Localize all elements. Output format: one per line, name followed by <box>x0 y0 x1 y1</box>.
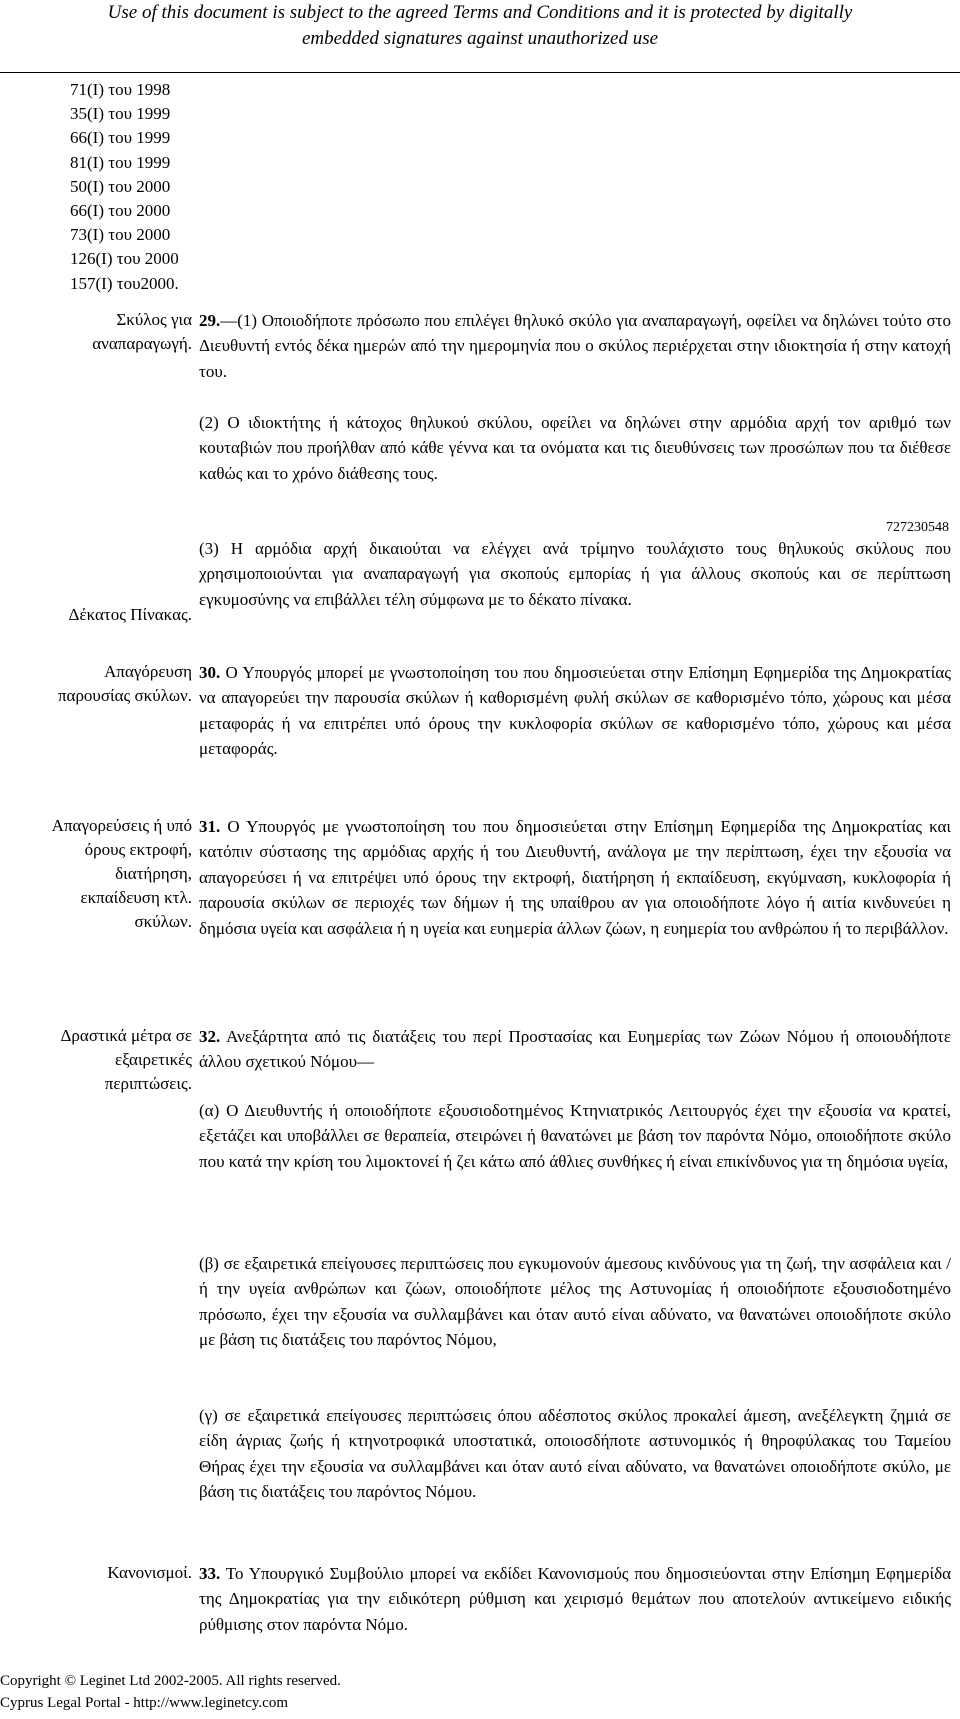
section-31 <box>199 814 951 941</box>
section-number: 29. <box>199 311 221 330</box>
section-text: (3) Η αρμόδια αρχή δικαιούται να ελέγχει ανά τρίμηνο τουλάχιστο τους θηλυκούς σκύλους που χρησιμοποιούνται για αναπαραγωγή για σκοπούς εμπορίας ή για άλλους σκοπούς και σε περίπτωση εγκυμοσύνης να επιβάλλει τέλη σύμφωνα με το δέκατο πίνακα. <box>199 539 951 609</box>
amending-law: 50(Ι) του 2000 <box>70 176 171 196</box>
amending-law: 35(Ι) του 1999 <box>70 104 171 124</box>
copyright-footer <box>0 1670 480 1714</box>
section-30 <box>199 660 951 762</box>
amending-law: 71(Ι) του 1998 <box>70 80 171 99</box>
margin-note-breeding-bans <box>0 814 192 934</box>
amending-law: 73(Ι) του 2000 <box>70 225 171 245</box>
margin-note-line: Κανονισμοί. <box>107 1563 192 1582</box>
section-number: 33. <box>199 1564 221 1583</box>
section-33 <box>199 1561 951 1637</box>
section-text: Ο Υπουργός με γνωστοποίηση του που δημοσιεύεται στην Επίσημη Εφημερίδα της Δημοκρατίας και κατόπιν σύστασης της αρμόδιας αρχής ή του Διευθυντή, ανάλογα με την περίπτωση, έχει την εξουσία να απαγορεύσει ή να επιτρέψει υπό όρους την εκτροφή, διατήρηση ή εκπαίδευση, εκγύμναση, κυκλοφορία ή παρουσία σκύλων σε περιοχές των δήμων ή της υπαίθρου αν για οποιοδήποτε λόγο ή αιτία κινδυνεύει η δημόσια υγεία και ασφάλεια ή η υγεία και ευημερία άλλων ζώων, η ευημερία του ανθρώπου ή το περιβάλλον. <box>199 817 952 938</box>
section-32-intro <box>199 1024 951 1075</box>
margin-note-presence-ban <box>0 660 192 708</box>
section-29-subsection-1 <box>199 308 951 384</box>
terms-header <box>0 0 960 72</box>
amending-law: 81(Ι) του 1999 <box>70 152 171 172</box>
section-32-paragraph-b <box>199 1251 951 1353</box>
margin-note-line: αναπαραγωγή. <box>92 334 192 353</box>
section-text: Ο Υπουργός μπορεί με γνωστοποίηση του που δημοσιεύεται στην Επίσημη Εφημερίδα της Δημοκρατίας να απαγορεύει την παρουσία σκύλων ή καθορισμένη φυλή σκύλων σε καθορισμένο τόπο, χώρους και μέσα μεταφοράς ή να επιτρέπει υπό όρους την κυκλοφορία σκύλων σε καθορισμένο τόπο, χώρους και μέσα μεταφοράς. <box>199 663 951 759</box>
margin-note-line: παρουσίας σκύλων. <box>57 686 192 705</box>
section-text: (2) Ο ιδιοκτήτης ή κάτοχος θηλυκού σκύλου, οφείλει να δηλώνει στην αρμόδια αρχή τον αριθμό των κουταβιών που προήλθαν από κάθε γέννα και τα ονόματα και τις διευθύνσεις των προσώπων που τα διέθεσε καθώς και το χρόνο διάθεσης τους. <box>199 413 951 483</box>
section-text: (α) Ο Διευθυντής ή οποιοδήποτε εξουσιοδοτημένος Κτηνιατρικός Λειτουργός έχει την εξουσία να κρατεί, εξετάζει και υποβάλλει σε θεραπεία, στειρώνει ή θανατώνει με βάση τον παρόντα Νόμο, οποιοδήποτε σκύλο που κατά την κρίση του λιμοκτονεί ή ζει κάτω από άθλιες συνθήκες ή είναι επικίνδυνος για τη δημόσια υγεία, <box>199 1101 951 1171</box>
section-text: Ανεξάρτητα από τις διατάξεις του περί Προστασίας και Ευημερίας των Ζώων Νόμου ή οποιουδήποτε άλλου σχετικού Νόμου— <box>199 1027 952 1072</box>
portal-line: Cyprus Legal Portal - http://www.leginetcy.com <box>0 1695 288 1711</box>
margin-note-tenth-schedule <box>0 603 192 627</box>
margin-note-line: Σκύλος για <box>116 310 192 329</box>
section-32-paragraph-c <box>199 1403 951 1505</box>
terms-header-line-2: embedded signatures against unauthorized use <box>301 28 659 49</box>
margin-note-line: Απαγορεύσεις ή υπό <box>51 816 192 835</box>
section-text: (β) σε εξαιρετικά επείγουσες περιπτώσεις που εγκυμονούν άμεσους κινδύνους για τη ζωή, την ασφάλεια και /ή την υγεία ανθρώπων και ζώων, οποιοδήποτε μέλος της Αστυνομίας ή οποιοδήποτε εξουσιοδοτημένο πρόσωπο, έχει την εξουσία να συλλαμβάνει και όταν αυτό είναι αδύνατο, να θανατώνει οποιοδήποτε σκύλο με βάση τις διατάξεις του παρόντος Νόμου, <box>199 1254 951 1350</box>
margin-note-line: εκπαίδευση κτλ. <box>80 888 192 907</box>
margin-note-line: διατήρηση, <box>115 864 192 883</box>
margin-note-line: όρους εκτροφή, <box>84 840 192 859</box>
margin-note-breeding <box>0 308 192 356</box>
margin-note-line: σκύλων. <box>134 912 192 931</box>
section-29-subsection-3 <box>199 536 951 612</box>
margin-note-line: Δραστικά μέτρα σε <box>60 1026 192 1045</box>
terms-header-line-1: Use of this document is subject to the agreed Terms and Conditions and it is protected by digitally <box>107 2 853 23</box>
section-32-paragraph-a <box>199 1098 951 1174</box>
section-text: Το Υπουργικό Συμβούλιο μπορεί να εκδίδει Κανονισμούς που δημοσιεύονται στην Επίσημη Εφημερίδα της Δημοκρατίας για την ειδικότερη ρύθμιση και χειρισμό θεμάτων που αποτελούν αντικείμενο ειδικής ρύθμισης στον παρόντα Νόμο. <box>199 1564 951 1634</box>
section-number: 31. <box>199 817 221 836</box>
amending-law: 157(Ι) του2000. <box>70 273 179 293</box>
amending-law: 66(Ι) του 2000 <box>70 201 171 221</box>
section-29-subsection-2 <box>199 410 951 486</box>
document-code: 727230548 <box>886 520 949 535</box>
section-text: —(1) Οποιοδήποτε πρόσωπο που επιλέγει θηλυκό σκύλο για αναπαραγωγή, οφείλει να δηλώνει τούτο στο Διευθυντή εντός δέκα ημερών από την ημερομηνία που ο σκύλος περιέρχεται στην ιδιοκτησία ή στην κατοχή του. <box>199 311 951 381</box>
section-text: (γ) σε εξαιρετικά επείγουσες περιπτώσεις όπου αδέσποτος σκύλος προκαλεί άμεση, ανεξέλεγκτη ζημιά σε είδη άγριας ζωής ή κτηνοτροφικά υποστατικά, οποιοσδήποτε αστυνομικός ή θηροφύλακας του Ταμείου Θήρας έχει την εξουσία να συλλαμβάνει και όταν αυτό είναι αδύνατο, να θανατώνει οποιοδήποτε σκύλο, με βάση τις διατάξεις του παρόντος Νόμου. <box>199 1406 951 1502</box>
margin-note-line: Δέκατος Πίνακας. <box>68 605 192 624</box>
amending-law: 66(Ι) του 1999 <box>70 128 171 148</box>
header-divider <box>0 72 960 73</box>
margin-note-line: περιπτώσεις. <box>104 1074 192 1093</box>
margin-note-regulations <box>0 1561 192 1585</box>
section-number: 30. <box>199 663 221 682</box>
copyright-line: Copyright © Leginet Ltd 2002-2005. All rights reserved. <box>0 1673 341 1689</box>
section-number: 32. <box>199 1027 221 1046</box>
margin-note-line: Απαγόρευση <box>104 662 192 681</box>
margin-note-line: εξαιρετικές <box>114 1050 192 1069</box>
margin-note-drastic-measures <box>0 1024 192 1096</box>
amending-laws-list <box>70 78 210 296</box>
amending-law: 126(Ι) του 2000 <box>70 249 179 269</box>
